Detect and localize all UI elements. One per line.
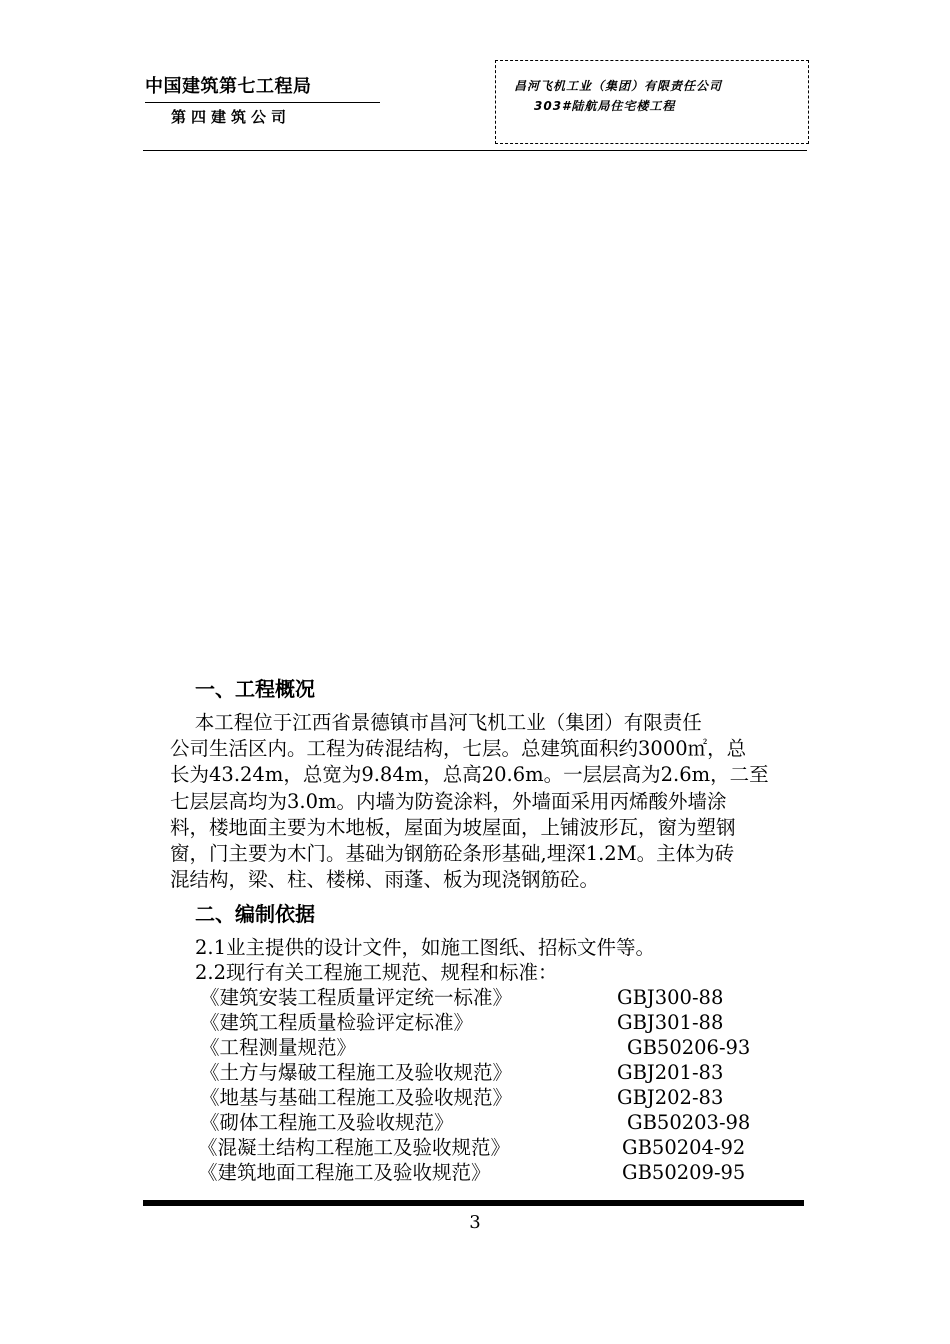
paragraph-line: 窗，门主要为木门。基础为钢筋砼条形基础,埋深1.2M。主体为砖 [170,842,735,866]
paragraph-line: 料，楼地面主要为木地板，屋面为坡屋面，上铺波形瓦，窗为塑钢 [170,815,736,839]
standard-code: GB50203-98 [627,1111,751,1134]
standard-name: 《工程测量规范》 [200,1036,357,1059]
standard-name: 《建筑工程质量检验评定标准》 [200,1011,474,1034]
standard-code: GBJ202-83 [617,1086,724,1109]
section-1-title: 一、工程概况 [195,677,315,701]
paragraph-line: 长为43.24m，总宽为9.84m，总高20.6m。一层层高为2.6m，二至 [170,763,769,787]
paragraph-line: 混结构，梁、柱、楼梯、雨蓬、板为现浇钢筋砼。 [170,868,600,892]
standard-code: GBJ300-88 [617,986,724,1009]
paragraph-line: 本工程位于江西省景德镇市昌河飞机工业（集团）有限责任 [170,711,702,734]
standard-name: 《土方与爆破工程施工及验收规范》 [200,1061,513,1084]
footer-rule [143,1200,804,1206]
standard-name: 《砌体工程施工及验收规范》 [200,1111,454,1134]
paragraph-line: 公司生活区内。工程为砖混结构，七层。总建筑面积约3000㎡，总 [170,737,747,761]
standard-code: GB50206-93 [627,1036,751,1059]
section-1-paragraph [170,710,769,893]
branch-name: 第四建筑公司 [171,108,292,126]
standard-name: 《混凝土结构工程施工及验收规范》 [198,1136,511,1159]
standard-code: GB50209-95 [622,1161,746,1184]
page-number: 3 [469,1212,481,1233]
standard-name: 《建筑地面工程施工及验收规范》 [198,1161,491,1184]
basis-item: 2.1业主提供的设计文件，如施工图纸、招标文件等。 [195,936,656,959]
project-line-2: 303#陆航局住宅楼工程 [534,99,676,113]
project-line-1: 昌河飞机工业（集团）有限责任公司 [514,79,723,93]
header-left [145,72,380,127]
standard-code: GBJ301-88 [617,1011,724,1034]
project-box [495,60,809,144]
basis-item: 2.2现行有关工程施工规范、规程和标准： [195,961,558,984]
standard-code: GB50204-92 [622,1136,746,1159]
standard-code: GBJ201-83 [617,1061,724,1084]
section-2-title: 二、编制依据 [195,902,315,926]
header-rule [143,150,807,151]
standard-name: 《建筑安装工程质量评定统一标准》 [200,986,513,1009]
company-name: 中国建筑第七工程局 [145,72,380,103]
standard-name: 《地基与基础工程施工及验收规范》 [200,1086,513,1109]
paragraph-line: 七层层高均为3.0m。内墙为防瓷涂料，外墙面采用丙烯酸外墙涂 [170,789,727,813]
